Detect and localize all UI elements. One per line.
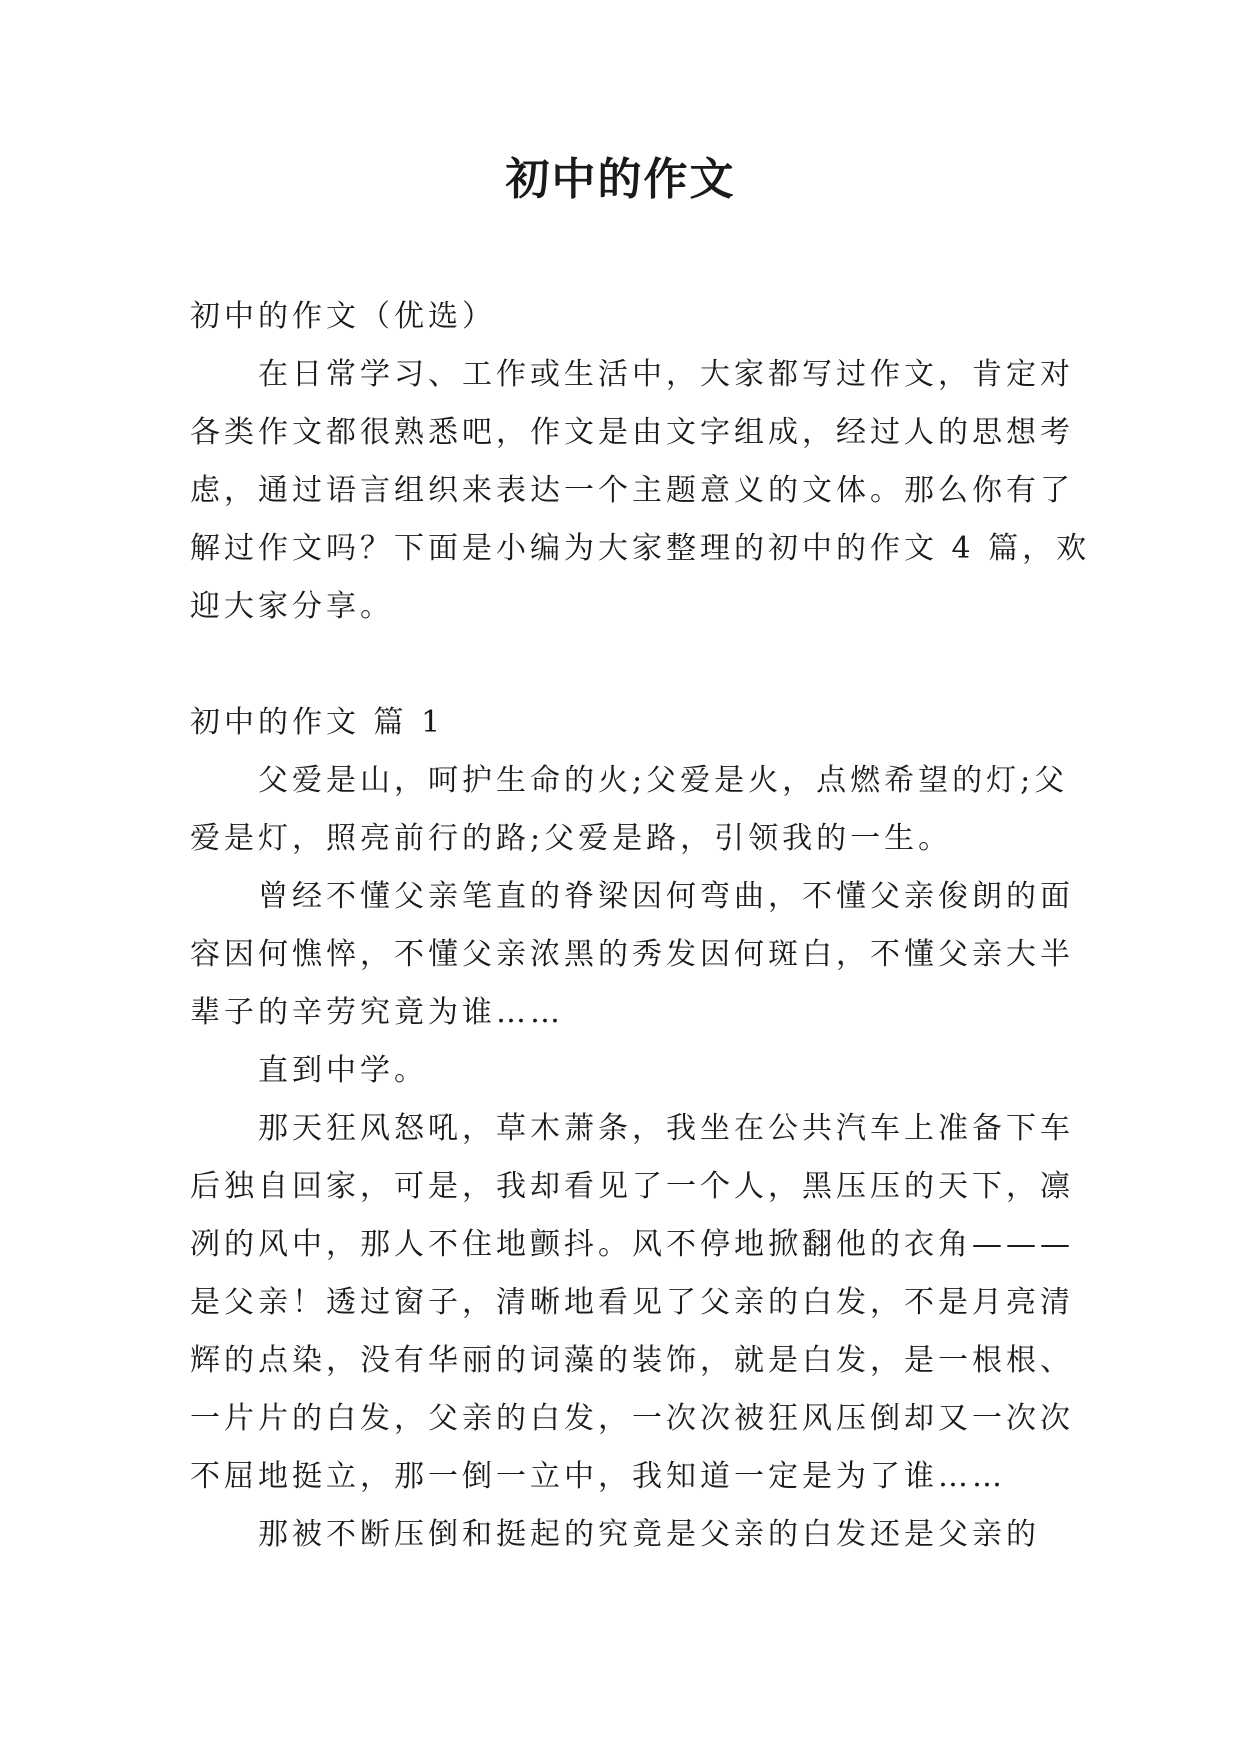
document-body (190, 288, 1091, 1564)
paragraph-line: 各类作文都很熟悉吧，作文是由文字组成，经过人的思想考 (190, 415, 1074, 450)
paragraph-line: 曾经不懂父亲笔直的脊梁因何弯曲，不懂父亲俊朗的面 (258, 879, 1074, 914)
paragraph-1 (190, 752, 1069, 868)
intro-heading: 初中的作文（优选） (190, 299, 496, 334)
paragraph-line: 直到中学。 (258, 1053, 428, 1088)
paragraph-line: 是父亲！透过窗子，清晰地看见了父亲的白发，不是月亮清 (190, 1285, 1074, 1320)
paragraph-line: 后独自回家，可是，我却看见了一个人，黑压压的天下，凛 (190, 1169, 1074, 1204)
paragraph-line: 容因何憔悴，不懂父亲浓黑的秀发因何斑白，不懂父亲大半 (190, 937, 1074, 972)
paragraph-line: 冽的风中，那人不住地颤抖。风不停地掀翻他的衣角——— (190, 1227, 1074, 1262)
paragraph-line: 辉的点染，没有华丽的词藻的装饰，就是白发，是一根根、 (190, 1343, 1074, 1378)
paragraph-line: 父爱是山，呵护生命的火;父爱是火，点燃希望的灯;父 (258, 763, 1069, 798)
paragraph-4 (190, 1100, 1074, 1506)
paragraph-2 (190, 868, 1074, 1042)
document-title: 初中的作文 (505, 154, 736, 205)
paragraph-line: 在日常学习、工作或生活中，大家都写过作文，肯定对 (258, 357, 1074, 392)
paragraph-line: 解过作文吗？下面是小编为大家整理的初中的作文 4 篇，欢 (190, 531, 1091, 566)
paragraph-line: 迎大家分享。 (190, 589, 394, 624)
paragraph-line: 那被不断压倒和挺起的究竟是父亲的白发还是父亲的 (258, 1517, 1040, 1552)
paragraph-line: 一片片的白发，父亲的白发，一次次被狂风压倒却又一次次 (190, 1401, 1074, 1436)
paragraph-line: 虑，通过语言组织来表达一个主题意义的文体。那么你有了 (190, 473, 1074, 508)
paragraph-line: 不屈地挺立，那一倒一立中，我知道一定是为了谁…… (190, 1459, 1006, 1494)
paragraph-3 (190, 1042, 1060, 1100)
intro-paragraph (190, 346, 1091, 636)
section-spacer (190, 636, 1060, 694)
paragraph-line: 那天狂风怒吼，草木萧条，我坐在公共汽车上准备下车 (258, 1111, 1074, 1146)
paragraph-line: 爱是灯，照亮前行的路;父爱是路，引领我的一生。 (190, 821, 953, 856)
paragraph-5 (190, 1506, 1060, 1564)
paragraph-line: 辈子的辛劳究竟为谁…… (190, 995, 564, 1030)
section-heading: 初中的作文 篇 1 (190, 705, 445, 740)
